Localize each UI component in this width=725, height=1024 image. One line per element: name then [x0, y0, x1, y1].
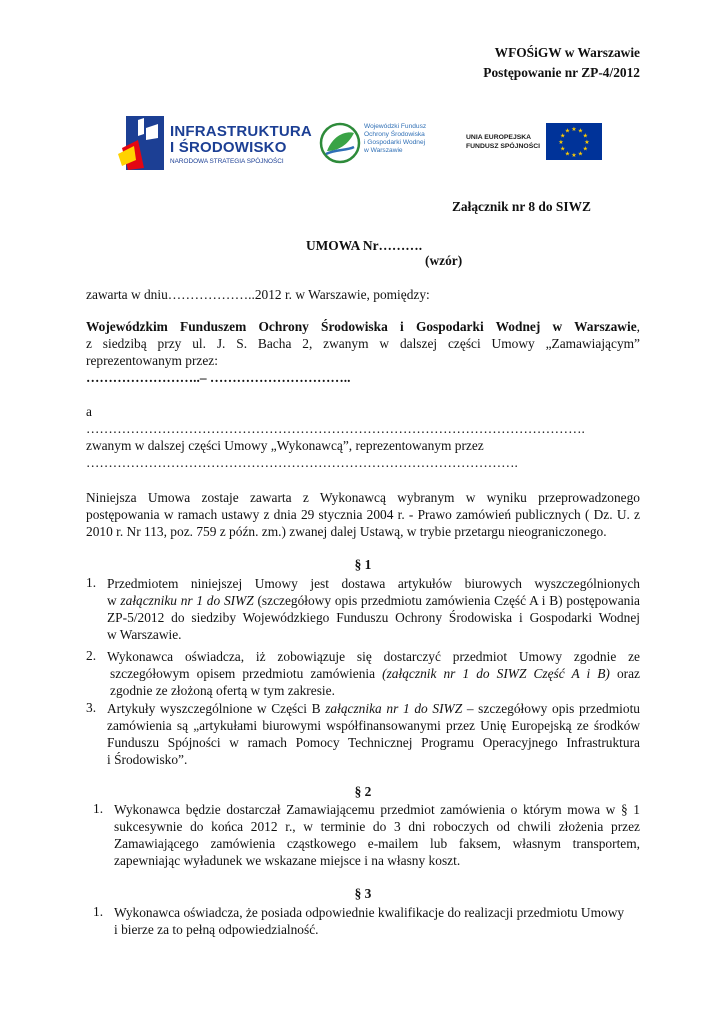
svg-text:★: ★	[558, 139, 564, 146]
s1-item1-line3: ZP-5/2012 do siedziby Wojewódzkiego Funduszu Ochrony Środowiska i Gospodarki Wodnej	[107, 610, 640, 625]
svg-text:★: ★	[577, 150, 584, 158]
s2-item1-line2: sukcesywnie do końca 2012 r., w terminie do 3 dni roboczych od chwili złożenia przez	[114, 819, 640, 834]
s1-item3-number: 3.	[86, 700, 97, 715]
s1-item2-l2-prefix: szczegółowym opisem przedmiotu zamówienia	[110, 666, 383, 681]
s1-item3-l1-suffix: – szczegółowy opis przedmiotu	[462, 701, 640, 716]
s1-item2-number: 2.	[86, 648, 97, 663]
infrastruktura-logo	[118, 114, 312, 172]
party1-name-line	[86, 318, 640, 336]
s3-item1-line2: i bierze za to pełną odpowiedzialność.	[114, 922, 319, 937]
party2-representatives: …………………………………………………………………………………….	[86, 455, 518, 470]
s1-item2-line3: zgodnie ze złożoną ofertą w tym zakresie.	[110, 683, 335, 698]
svg-text:★: ★	[584, 139, 590, 146]
s2-item1-line4: zapewniając wyładunek we wskazane miejsce i na własny koszt.	[114, 853, 461, 868]
eu-line2: FUNDUSZ SPÓJNOŚCI	[466, 143, 541, 150]
wfosigw-line4: w Warszawie	[364, 147, 403, 154]
wfosigw-line2: Ochrony Środowiska	[364, 131, 425, 138]
section-3-heading: § 3	[354, 886, 372, 901]
svg-text:★: ★	[564, 150, 571, 158]
s1-item3-l1-prefix: Artykuły wyszczególnione w Części B	[107, 701, 326, 716]
intro-line-3: 2010 r. Nr 113, poz. 759 z późn. zm.) zwanej dalej Ustawą, w trybie przetargu nieograniczonego.	[86, 524, 607, 539]
svg-text:★: ★	[564, 127, 571, 135]
s1-item1-number: 1.	[86, 575, 97, 590]
section-1-heading: § 1	[354, 557, 372, 572]
party1-representatives: ……………………..– …………………………..	[86, 370, 351, 385]
party1-represented: reprezentowanym przez:	[86, 353, 218, 368]
svg-text:★: ★	[582, 132, 588, 140]
infrastruktura-line2: I ŚRODOWISKO	[170, 139, 287, 156]
party1-comma: ,	[636, 319, 640, 334]
header-procedure: Postępowanie nr ZP-4/2012	[483, 65, 640, 80]
s2-item1-line3: Zamawiającego zamówienia cząstkowego e-mailem lub faksem, własnym transportem,	[114, 836, 640, 851]
wfosigw-logo	[318, 118, 448, 168]
s1-item1-l2-suffix: (szczegółowy opis przedmiotu zamówienia Część A i B) postępowania	[253, 593, 640, 608]
contract-template-label: (wzór)	[425, 253, 463, 268]
s1-item1-line2	[107, 592, 640, 610]
s3-item1-number: 1.	[93, 904, 104, 919]
svg-text:★: ★	[560, 132, 566, 140]
svg-text:★: ★	[571, 126, 577, 133]
s3-item1-line1: Wykonawca oświadcza, że posiada odpowiednie kwalifikacje do realizacji przedmiotu Umowy	[114, 905, 625, 920]
eu-line1: UNIA EUROPEJSKA	[466, 134, 532, 141]
s1-item3-line2: zamówienia są „artykułami biurowymi współfinansowanymi przez Unię Europejską ze środków	[107, 718, 640, 733]
s2-item1-line1: Wykonawca będzie dostarczał Zamawiającemu przedmiot zamówienia o którym mowa w § 1	[114, 802, 640, 817]
s2-item1-number: 1.	[93, 801, 104, 816]
s1-item2-attachment-ref: (załącznik nr 1 do SIWZ Część A i B)	[382, 666, 610, 681]
party2-represented: zwanym w dalszej części Umowy „Wykonawcą”, reprezentowanym przez	[86, 438, 484, 453]
infrastruktura-emblem-icon	[118, 114, 166, 172]
intro-line-1: Niniejsza Umowa zostaje zawarta z Wykonawcą wybranym w wyniku przeprowadzonego	[86, 490, 640, 505]
svg-text:★: ★	[582, 145, 588, 153]
s1-item2-line1: Wykonawca oświadcza, iż zobowiązuje się dostarczyć przedmiot Umowy zgodnie ze	[107, 649, 640, 664]
svg-text:★: ★	[560, 145, 566, 153]
section-2-heading: § 2	[354, 784, 372, 799]
s1-item3-line1	[107, 700, 640, 718]
infrastruktura-line1: INFRASTRUKTURA	[170, 123, 312, 140]
party1-name: Wojewódzkim Funduszem Ochrony Środowiska i Gospodarki Wodnej w Warszawie	[86, 319, 637, 334]
s1-item1-line4: w Warszawie.	[107, 627, 182, 642]
infrastruktura-subtitle: NARODOWA STRATEGIA SPÓJNOŚCI	[170, 158, 284, 165]
attachment-label: Załącznik nr 8 do SIWZ	[452, 199, 591, 214]
party1-address: z siedzibą przy ul. J. S. Bacha 2, zwanym w dalszej części Umowy „Zamawiającym”	[86, 336, 640, 351]
s1-item1-attachment-ref: załączniku nr 1 do SIWZ	[120, 593, 254, 608]
eu-flag-icon	[546, 123, 602, 160]
svg-text:★: ★	[577, 127, 584, 135]
s1-item2-l2-suffix: oraz	[609, 666, 640, 681]
eu-logo	[466, 123, 602, 161]
header-org: WFOŚiGW w Warszawie	[494, 45, 640, 60]
leaf-circle-icon	[318, 121, 362, 165]
s1-item1-line1: Przedmiotem niniejszej Umowy jest dostawa artykułów biurowych wyszczególnionych	[107, 576, 640, 591]
wfosigw-line1: Wojewódzki Fundusz	[364, 123, 427, 130]
s1-item2-line2	[110, 665, 640, 683]
and-separator: a	[86, 404, 92, 419]
s1-item3-line4: i Środowisko”.	[107, 752, 188, 767]
concluded-line: zawarta w dniu………………..2012 r. w Warszawie, pomiędzy:	[86, 287, 430, 302]
intro-line-2: postępowania w ramach ustawy z dnia 29 stycznia 2004 r. - Prawo zamówień publicznych ( Dz. U. z	[86, 507, 640, 522]
s1-item1-l2-prefix: w	[107, 593, 121, 608]
party2-name: ………………………………………………………………………………………………….	[86, 421, 585, 436]
svg-text:★: ★	[571, 152, 577, 159]
wfosigw-line3: i Gospodarki Wodnej	[364, 139, 426, 146]
s1-item3-attachment-ref: załącznika nr 1 do SIWZ	[325, 701, 463, 716]
contract-title: UMOWA Nr……….	[306, 238, 423, 253]
s1-item3-line3: Funduszu Spójności w ramach Pomocy Technicznej Programu Operacyjnego Infrastruktura	[107, 735, 640, 750]
